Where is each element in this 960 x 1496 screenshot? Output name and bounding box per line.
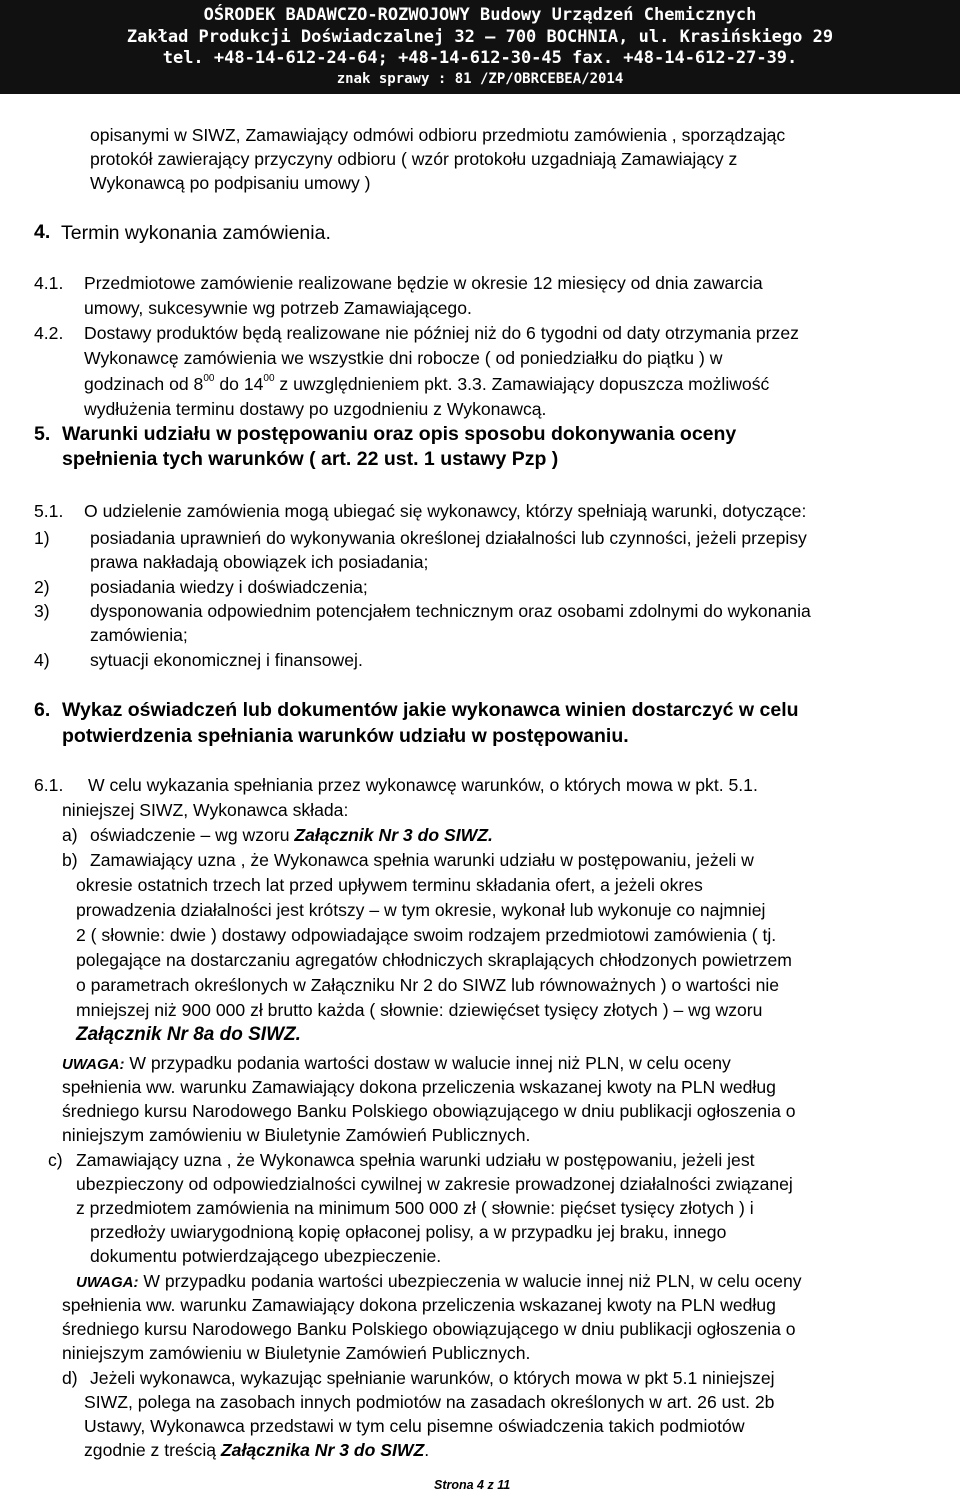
- item-a-plain: oświadczenie – wg wzoru: [90, 825, 295, 845]
- item-d-line: SIWZ, polega na zasobach innych podmiotów na zasadach określonych w art. 26 ust. 2b: [84, 1392, 775, 1412]
- note-1-line: spełnienia ww. warunku Zamawiający dokona przeliczenia wskazanej kwoty na PLN według: [62, 1077, 776, 1097]
- condition-text: sytuacji ekonomicznej i finansowej.: [90, 650, 363, 670]
- para-5-1-text: O udzielenie zamówienia mogą ubiegać się wykonawcy, którzy spełniają warunki, dotyczące:: [84, 501, 807, 521]
- note-2-line: średniego kursu Narodowego Banku Polskiego obowiązującego w dniu publikacji ogłoszenia o: [62, 1319, 796, 1339]
- intro-line: Wykonawcą po podpisaniu umowy ): [90, 173, 371, 193]
- item-a-text: [90, 824, 493, 846]
- para-4-2-line: Wykonawcę zamówienia we wszystkie dni robocze ( od poniedziałku do piątku ) w: [84, 348, 723, 368]
- section-6-number: 6.: [34, 699, 51, 721]
- para-6-1-line: W celu wykazania spełniania przez wykonawcę warunków, o których mowa w pkt. 5.1.: [88, 775, 758, 795]
- item-c-letter: c): [48, 1150, 63, 1170]
- item-a-letter: a): [62, 825, 78, 845]
- note-1-line: niniejszym zamówieniu w Biuletynie Zamówień Publicznych.: [62, 1125, 531, 1145]
- condition-number: 4): [34, 650, 50, 670]
- item-d-line: [84, 1439, 429, 1461]
- para-4-1-number: 4.1.: [34, 273, 64, 293]
- page-number: Strona 4 z 11: [434, 1478, 511, 1492]
- hours-from-minutes: 00: [203, 373, 215, 384]
- item-d-line: Ustawy, Wykonawca przedstawi w tym celu pisemne oświadczenia takich podmiotów: [84, 1416, 745, 1436]
- item-b-line: Zamawiający uzna , że Wykonawca spełnia warunki udziału w postępowaniu, jeżeli w: [90, 850, 754, 870]
- para-6-1-number: 6.1.: [34, 775, 64, 795]
- letterhead: [0, 0, 960, 95]
- letterhead-line-3: tel. +48-14-612-24-64; +48-14-612-30-45 fax. +48-14-612-27-39.: [162, 48, 798, 68]
- note-1-line: średniego kursu Narodowego Banku Polskiego obowiązującego w dniu publikacji ogłoszenia o: [62, 1101, 796, 1121]
- para-4-1-line: umowy, sukcesywnie wg potrzeb Zamawiającego.: [84, 298, 472, 318]
- item-d-letter: d): [62, 1368, 78, 1388]
- condition-text: posiadania uprawnień do wykonywania określonej działalności lub czynności, jeżeli przepisy: [90, 528, 807, 548]
- para-6-1-line: niniejszej SIWZ, Wykonawca składa:: [62, 800, 349, 820]
- note-1-text: W przypadku podania wartości dostaw w walucie innej niż PLN, w celu oceny: [124, 1053, 731, 1073]
- condition-text: zamówienia;: [90, 625, 188, 645]
- note-2-line: spełnienia ww. warunku Zamawiający dokona przeliczenia wskazanej kwoty na PLN według: [62, 1295, 776, 1315]
- item-b-attachment: Załącznik Nr 8a do SIWZ.: [76, 1024, 301, 1045]
- para-4-2-line: wydłużenia terminu dostawy po uzgodnieniu z Wykonawcą.: [84, 399, 547, 419]
- item-c-line: dokumentu potwierdzającego ubezpieczenie.: [90, 1246, 442, 1266]
- item-b-line: polegające na dostarczaniu agregatów chłodniczych skraplających chłodzonych powietrzem: [76, 950, 792, 970]
- condition-number: 2): [34, 577, 50, 597]
- condition-text: prawa nakładają obowiązek ich posiadania;: [90, 552, 429, 572]
- item-b-line: 2 ( słownie: dwie ) dostawy odpowiadające swoim rodzajem przedmiotowi zamówienia ( tj.: [76, 925, 777, 945]
- item-b-line: mniejszej niż 900 000 zł brutto każda ( słownie: dziewięćset tysięcy złotych ) – wg wzoru: [76, 1000, 763, 1020]
- item-b-line: o parametrach określonych w Załączniku Nr 2 do SIWZ lub równoważnych ) o wartości nie: [76, 975, 780, 995]
- note-1-label: UWAGA:: [62, 1056, 125, 1073]
- hours-to-minutes: 00: [263, 373, 275, 384]
- section-5-number: 5.: [34, 423, 51, 445]
- para-4-2-number: 4.2.: [34, 323, 64, 343]
- header-divider: [0, 94, 960, 96]
- condition-text: dysponowania odpowiednim potencjałem technicznym oraz osobami zdolnymi do wykonania: [90, 601, 811, 621]
- note-2-line: niniejszym zamówieniu w Biuletynie Zamówień Publicznych.: [62, 1343, 531, 1363]
- condition-number: 3): [34, 601, 50, 621]
- note-1-line: [62, 1052, 731, 1076]
- item-b-line: okresie ostatnich trzech lat przed upływem terminu składania ofert, a jeżeli okres: [76, 875, 703, 895]
- item-d-end: .: [424, 1440, 430, 1460]
- item-c-line: ubezpieczony od odpowiedzialności cywilnej w zakresie prowadzonej działalności związanej: [76, 1174, 793, 1194]
- hours-from: godzinach od 8: [84, 374, 204, 394]
- item-d-line: Jeżeli wykonawca, wykazując spełnianie warunków, o których mowa w pkt 5.1 niniejszej: [90, 1368, 775, 1388]
- para-4-2-line: Dostawy produktów będą realizowane nie później niż do 6 tygodni od daty otrzymania przez: [84, 323, 799, 343]
- item-d-attachment: Załącznika Nr 3 do SIWZ: [220, 1440, 425, 1460]
- para-4-1-line: Przedmiotowe zamówienie realizowane będzie w okresie 12 miesięcy od dnia zawarcia: [84, 273, 763, 293]
- item-a-attachment: Załącznik Nr 3 do SIWZ.: [294, 825, 493, 845]
- intro-line: protokół zawierający przyczyny odbioru ( wzór protokołu uzgadniają Zamawiający z: [90, 149, 738, 169]
- section-5-title: Warunki udziału w postępowaniu oraz opis sposobu dokonywania oceny: [62, 423, 737, 445]
- section-4-title: Termin wykonania zamówienia.: [61, 222, 331, 244]
- item-c-line: z przedmiotem zamówienia na minimum 500 000 zł ( słownie: pięćset tysięcy złotych ) i: [76, 1198, 754, 1218]
- case-number: znak sprawy : 81 /ZP/OBRCEBEA/2014: [336, 71, 624, 87]
- section-6-title: potwierdzenia spełniania warunków udziału w postępowaniu.: [62, 725, 629, 747]
- para-5-1-number: 5.1.: [34, 501, 64, 521]
- note-2-label: UWAGA:: [76, 1274, 139, 1291]
- item-c-line: przedłoży uwiarygodnioną kopię opłaconej polisy, a w przypadku jej braku, innego: [90, 1222, 727, 1242]
- note-2-line: [76, 1270, 802, 1294]
- item-b-line: prowadzenia działalności jest krótszy – w tym okresie, wykonał lub wykonuje co najmniej: [76, 900, 766, 920]
- item-c-line: Zamawiający uzna , że Wykonawca spełnia warunki udziału w postępowaniu, jeżeli jest: [76, 1150, 755, 1170]
- item-d-plain: zgodnie z treścią: [84, 1440, 221, 1460]
- hours-to: do 14: [214, 374, 264, 394]
- section-6-title: Wykaz oświadczeń lub dokumentów jakie wykonawca winien dostarczyć w celu: [62, 699, 799, 721]
- section-5-title: spełnienia tych warunków ( art. 22 ust. 1 ustawy Pzp ): [62, 448, 559, 470]
- letterhead-line-1: OŚRODEK BADAWCZO-ROZWOJOWY Budowy Urządzeń Chemicznych: [203, 5, 757, 25]
- intro-line: opisanymi w SIWZ, Zamawiający odmówi odbioru przedmiotu zamówienia , sporządzając: [90, 125, 786, 145]
- para-4-2-hours-line: [84, 373, 769, 395]
- condition-text: posiadania wiedzy i doświadczenia;: [90, 577, 368, 597]
- section-4-number: 4.: [34, 221, 51, 243]
- note-2-text: W przypadku podania wartości ubezpieczenia w walucie innej niż PLN, w celu oceny: [138, 1271, 802, 1291]
- item-b-letter: b): [62, 850, 78, 870]
- hours-line-rest: z uwzględnieniem pkt. 3.3. Zamawiający dopuszcza możliwość: [274, 374, 770, 394]
- letterhead-line-2: Zakład Produkcji Doświadczalnej 32 – 700 BOCHNIA, ul. Krasińskiego 29: [126, 27, 834, 47]
- condition-number: 1): [34, 528, 50, 548]
